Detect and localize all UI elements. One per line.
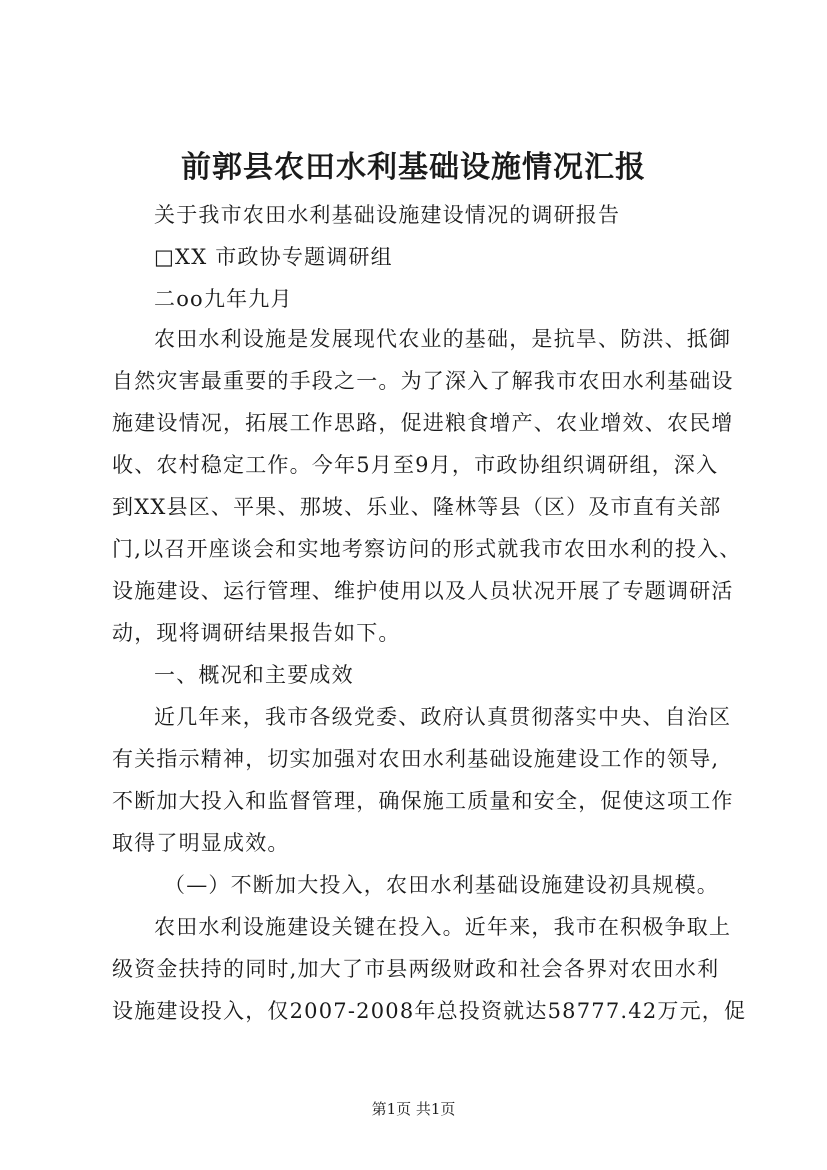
paragraph-line: 有关指示精神，切实加强对农田水利基础设施建设工作的领导, xyxy=(112,747,720,771)
page-number-label: 第1页 共1页 xyxy=(371,1100,456,1118)
document-title: 前郭县农田水利基础设施情况汇报 xyxy=(181,150,646,185)
paragraph-line: 级资金扶持的同时,加大了市县两级财政和社会各界对农田水利 xyxy=(112,957,720,981)
section-heading: 一、概况和主要成效 xyxy=(154,663,354,687)
report-subtitle: 关于我市农田水利基础设施建设情况的调研报告 xyxy=(154,203,621,227)
paragraph-line: 到XX县区、平果、那坡、乐业、隆林等县（区）及市直有关部 xyxy=(112,495,722,519)
paragraph-line: 设施建设投入，仅2007-2008年总投资就达58777.42万元，促 xyxy=(112,999,747,1023)
paragraph-line: 自然灾害最重要的手段之一。为了深入了解我市农田水利基础设 xyxy=(112,369,734,393)
paragraph-line: 收、农村稳定工作。今年5月至9月，市政协组织调研组，深入 xyxy=(112,453,719,477)
page-footer xyxy=(0,1098,827,1120)
report-date: 二oo九年九月 xyxy=(154,287,293,311)
paragraph-line: 不断加大投入和监督管理，确保施工质量和安全，促使这项工作 xyxy=(112,789,734,813)
paragraph-line: 动，现将调研结果报告如下。 xyxy=(112,621,401,645)
subsection-heading: （—）不断加大投入，农田水利基础设施建设初具规模。 xyxy=(164,873,719,897)
paragraph-line: 门,以召开座谈会和实地考察访问的形式就我市农田水利的投入、 xyxy=(112,537,742,561)
report-author: □XX 市政协专题调研组 xyxy=(154,245,393,269)
paragraph-line: 取得了明显成效。 xyxy=(112,831,290,855)
paragraph-line: 施建设情况，拓展工作思路，促进粮食增产、农业增效、农民增 xyxy=(112,411,734,435)
paragraph-line: 设施建设、运行管理、维护使用以及人员状况开展了专题调研活 xyxy=(112,579,734,603)
paragraph-line: 农田水利设施建设关键在投入。近年来，我市在积极争取上 xyxy=(154,915,732,939)
paragraph-line: 农田水利设施是发展现代农业的基础，是抗旱、防洪、抵御 xyxy=(154,327,732,351)
paragraph-line: 近几年来，我市各级党委、政府认真贯彻落实中央、自治区 xyxy=(154,705,732,729)
